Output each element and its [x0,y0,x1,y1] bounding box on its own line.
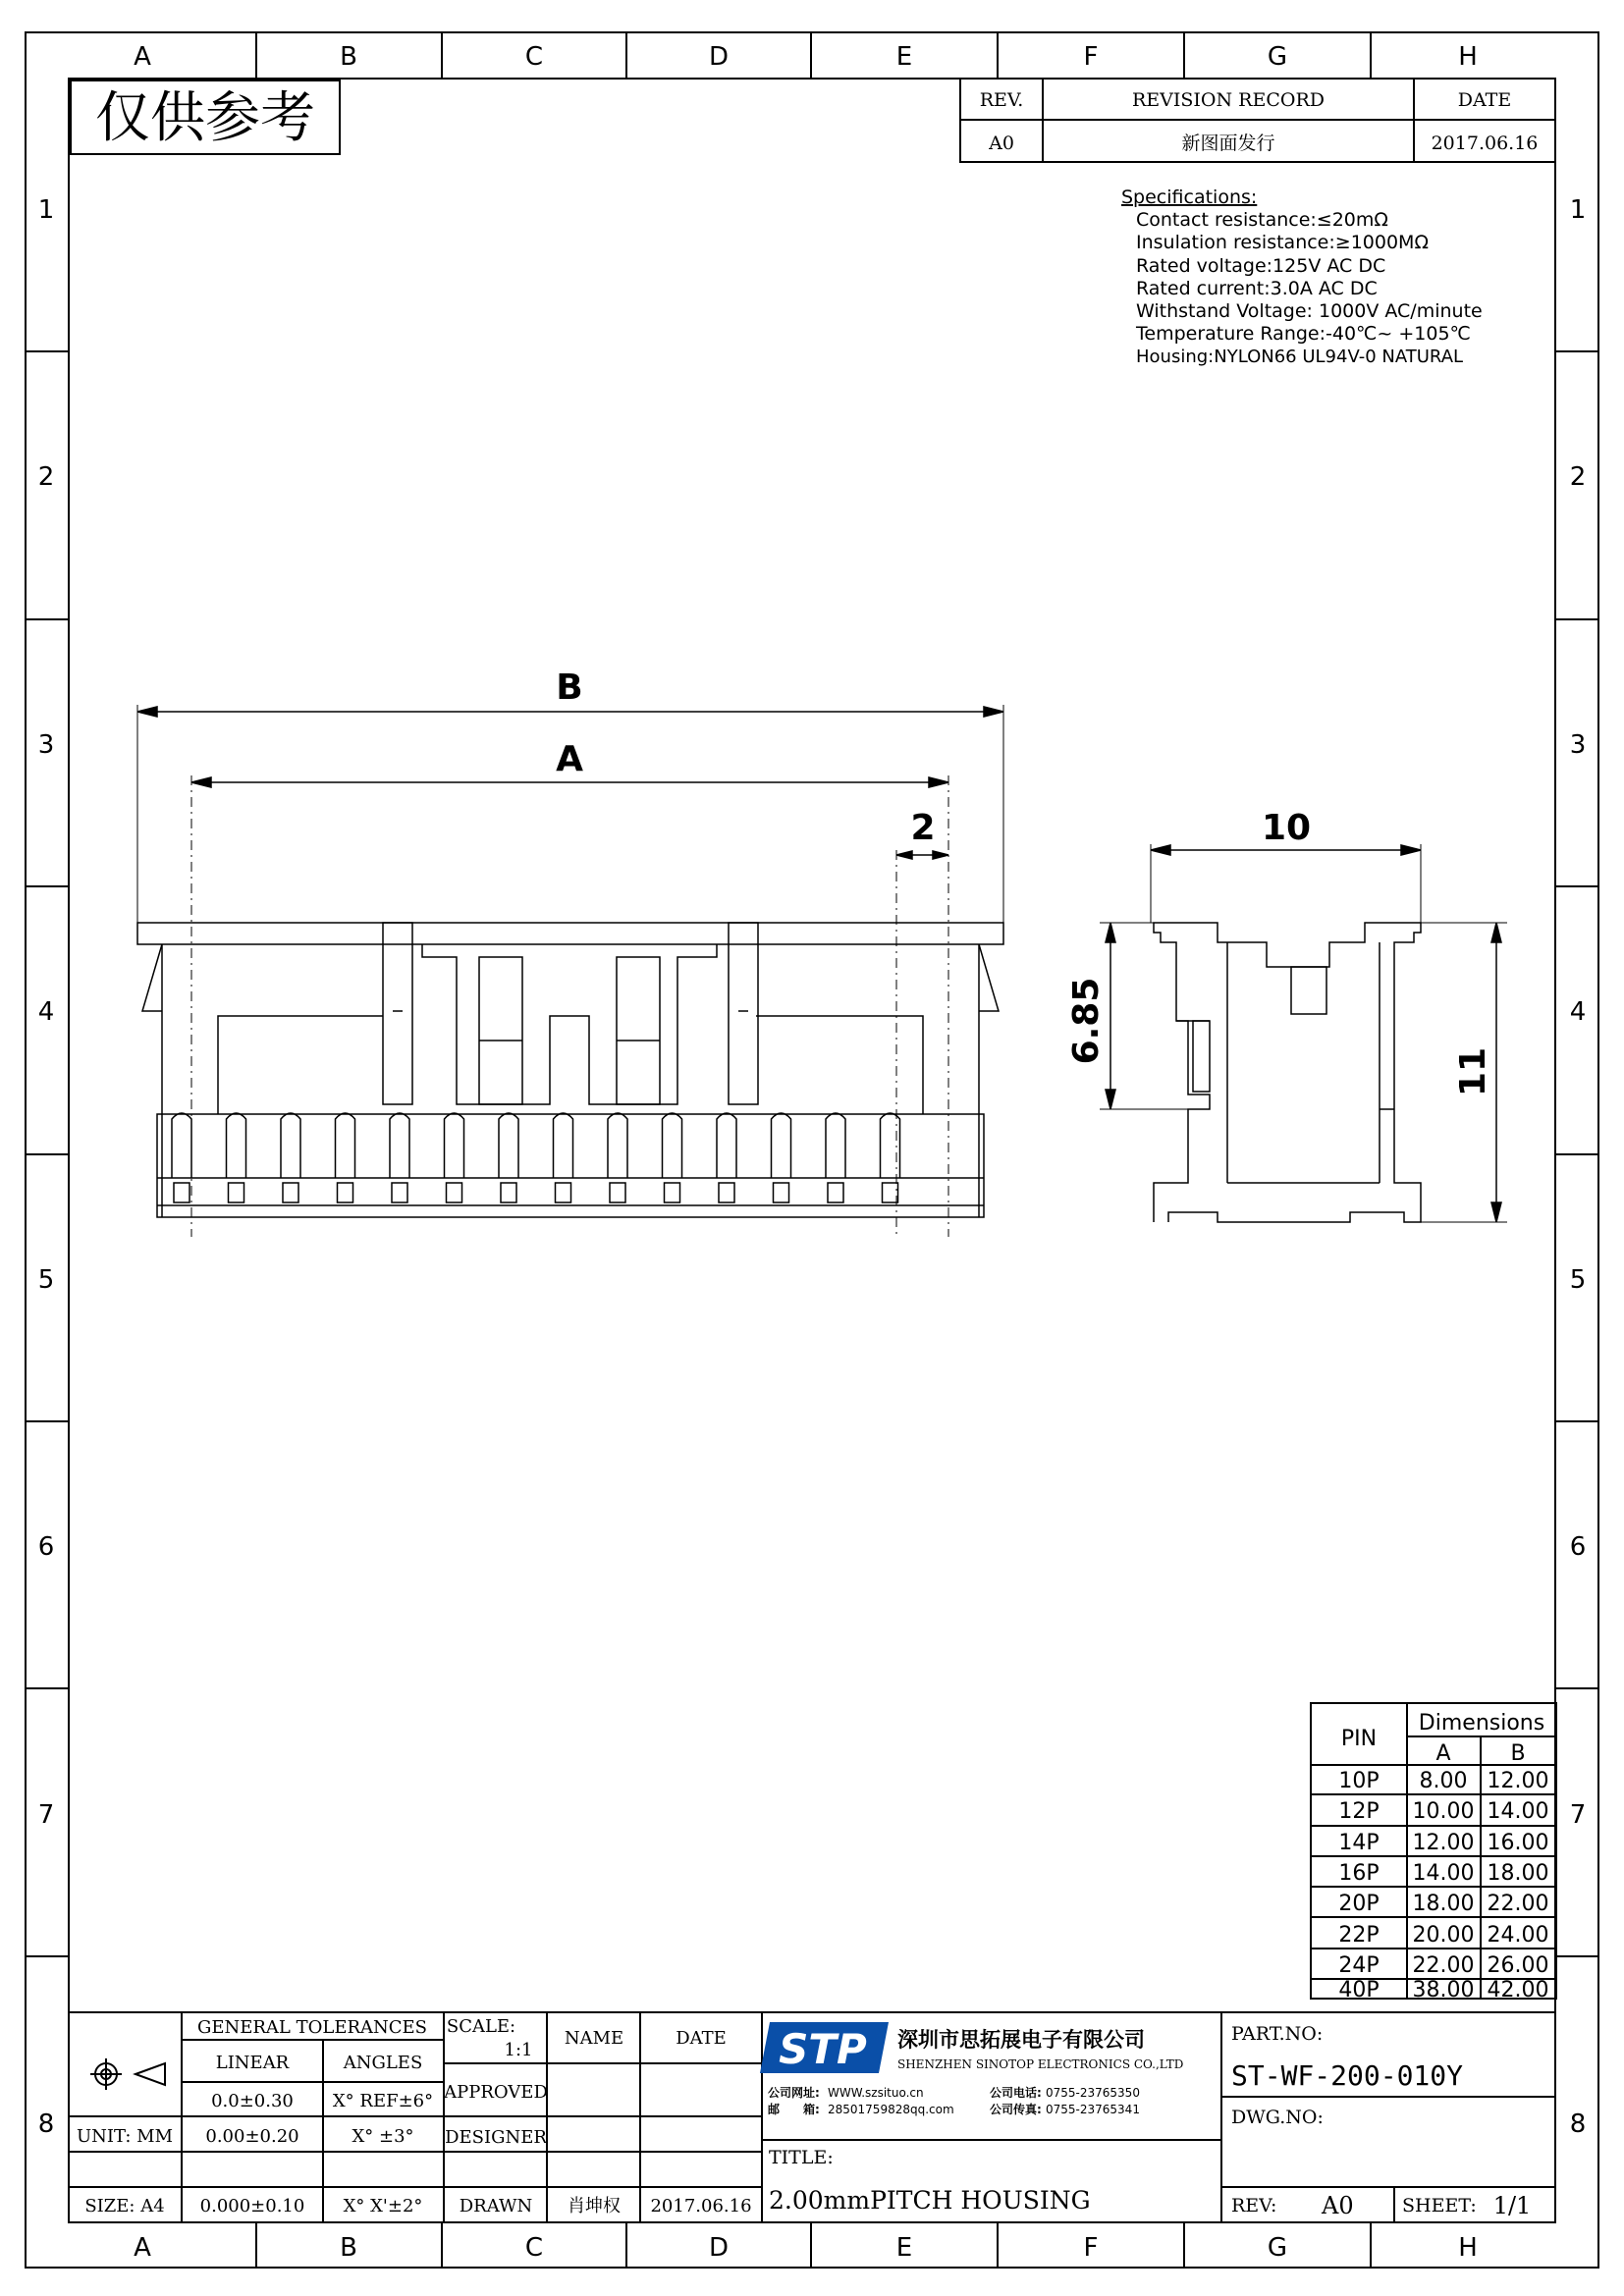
row-a: 20.00 [1412,1923,1475,1948]
row-dividers [26,351,1598,1956]
row-b: 14.00 [1487,1799,1549,1824]
date-label: DATE [676,2028,727,2049]
row-b: 18.00 [1487,1861,1549,1886]
pin-slot [826,1113,845,1178]
row-label-left: 5 [37,1265,55,1295]
row-a: 22.00 [1412,1953,1475,1978]
row-pin: 16P [1338,1861,1380,1886]
rev-label: REV: [1231,2195,1277,2216]
row-a: 12.00 [1412,1831,1475,1855]
linear-1: 0.0±0.30 [211,2091,294,2111]
row-b: 24.00 [1487,1923,1549,1948]
website-label: 公司网址: [768,2086,820,2100]
col-label-top: B [340,42,357,72]
dim-width-label: 10 [1261,808,1312,848]
front-view-dimensions [556,667,935,848]
rev-value: A0 [1322,2192,1354,2219]
row-b: 22.00 [1487,1892,1549,1916]
side-view-dimensions [1066,808,1493,1096]
col-label-top: D [708,42,730,72]
title-block [69,2012,1555,2222]
pin-foot [229,1183,244,1202]
drawn-name: 肖坤权 [568,2196,621,2216]
pin-slot [772,1113,791,1178]
dim-height-inner-label: 6.85 [1066,977,1107,1065]
pin-foot [556,1183,571,1202]
b-header: B [1510,1741,1526,1766]
dim-a-label: A [556,739,583,779]
angle-2: X° ±3° [352,2126,414,2147]
column-dividers [256,32,1371,2268]
pin-slot [499,1113,518,1178]
logo-text: STP [779,2025,867,2073]
projection-symbol-icon [90,2058,165,2090]
dim-height-total-label: 11 [1453,1046,1493,1097]
date-value: 2017.06.16 [1431,133,1539,154]
pin-foot [883,1183,898,1202]
phone: 0755-23765350 [1046,2086,1140,2100]
pin-foot [501,1183,516,1202]
inner-frame [69,79,1555,2222]
sheet-value: 1/1 [1492,2192,1532,2219]
pin-slot [390,1113,409,1178]
dimensions-table [1311,1703,1556,2002]
col-label-top: H [1458,42,1478,72]
row-label-right: 4 [1569,997,1587,1027]
linear-2: 0.00±0.20 [205,2126,299,2147]
row-pin: 22P [1338,1923,1380,1948]
row-a: 38.00 [1412,1978,1475,2002]
col-label-bottom: H [1458,2233,1478,2263]
angles-label: ANGLES [343,2053,423,2073]
company-name-cn: 深圳市思拓展电子有限公司 [897,2028,1145,2052]
linear-label: LINEAR [215,2053,290,2073]
row-pin: 12P [1338,1799,1380,1824]
pin-slot [717,1113,736,1178]
title-label: TITLE: [769,2147,834,2168]
size-label: SIZE: A4 [84,2196,165,2216]
pin-foot [338,1183,353,1202]
pin-slot [336,1113,355,1178]
row-a: 14.00 [1412,1861,1475,1886]
row-label-right: 6 [1569,1532,1587,1562]
email-label: 邮 箱: [768,2103,820,2116]
a-header: A [1435,1741,1451,1766]
dimensions-title: Dimensions [1418,1711,1545,1735]
spec-line: Housing:NYLON66 UL94V-0 NATURAL [1136,347,1464,367]
pin-slot [281,1113,300,1178]
col-label-bottom: A [134,2233,151,2263]
col-label-top: E [895,42,913,72]
col-label-bottom: F [1083,2233,1099,2263]
scale-label: SCALE: [446,2016,516,2037]
row-label-left: 1 [37,195,55,225]
row-a: 10.00 [1412,1799,1475,1824]
stamp-text: 仅供参考 [95,86,315,150]
phone-label: 公司电话: [990,2086,1042,2100]
col-label-bottom: B [340,2233,357,2263]
col-label-bottom: E [895,2233,913,2263]
row-pin: 14P [1338,1831,1380,1855]
row-label-left: 2 [37,462,55,492]
general-tolerances: GENERAL TOLERANCES [196,2017,428,2038]
drawn-date: 2017.06.16 [650,2196,752,2216]
pin-foot [828,1183,843,1202]
scale-value: 1:1 [504,2040,533,2060]
pin-slot [445,1113,464,1178]
row-b: 26.00 [1487,1953,1549,1978]
front-view [137,705,1003,1237]
name-label: NAME [564,2028,624,2049]
col-label-bottom: G [1267,2233,1288,2263]
spec-line: Withstand Voltage: 1000V AC/minute [1136,300,1483,322]
dim-pitch-label: 2 [910,808,936,848]
row-label-right: 7 [1569,1800,1587,1830]
angle-1: X° REF±6° [332,2091,434,2111]
part-no-label: PART.NO: [1231,2023,1324,2045]
pin-foot [665,1183,680,1202]
row-b: 16.00 [1487,1831,1549,1855]
row-label-left: 4 [37,997,55,1027]
designer-label: DESIGNER [445,2127,547,2148]
drawn-label: DRAWN [459,2196,533,2216]
pin-foot [719,1183,734,1202]
spec-line: Rated current:3.0A AC DC [1136,278,1378,299]
side-view [1100,844,1507,1222]
rev-value: A0 [989,133,1014,154]
pin-slot [227,1113,246,1178]
record-value: 新图面发行 [1181,133,1275,154]
website: WWW.szsituo.cn [828,2086,924,2100]
fax-label: 公司传真: [990,2103,1042,2116]
col-label-top: G [1267,42,1288,72]
row-pin: 10P [1338,1769,1380,1793]
row-pin: 20P [1338,1892,1380,1916]
spec-line: Insulation resistance:≥1000MΩ [1136,232,1429,253]
pin-foot [174,1183,189,1202]
row-label-right: 5 [1569,1265,1587,1295]
row-label-left: 8 [37,2109,55,2139]
unit-label: UNIT: MM [76,2126,174,2147]
col-label-bottom: D [708,2233,730,2263]
row-b: 42.00 [1487,1978,1549,2002]
pin-header: PIN [1340,1727,1378,1751]
approved-label: APPROVED [444,2082,548,2103]
angle-3: X° X'±2° [343,2196,423,2216]
row-pin: 40P [1338,1978,1380,2002]
pin-foot [392,1183,407,1202]
record-header: REVISION RECORD [1132,89,1325,111]
col-label-top: A [134,42,151,72]
sheet-label: SHEET: [1402,2195,1477,2216]
row-a: 18.00 [1412,1892,1475,1916]
reference-only-stamp [71,80,340,154]
pin-slot [663,1113,682,1178]
pin-slots [172,1113,900,1202]
row-label-left: 6 [37,1532,55,1562]
fax: 0755-23765341 [1046,2103,1140,2116]
specifications [1121,187,1483,367]
row-b: 12.00 [1487,1769,1549,1793]
pin-foot [447,1183,462,1202]
spec-title: Specifications: [1121,187,1258,208]
row-label-right: 1 [1569,195,1587,225]
company-name-en: SHENZHEN SINOTOP ELECTRONICS CO.,LTD [897,2057,1184,2071]
pin-foot [283,1183,298,1202]
spec-line: Temperature Range:-40℃~ +105℃ [1136,323,1471,345]
col-label-bottom: C [524,2233,544,2263]
col-label-top: C [524,42,544,72]
linear-3: 0.000±0.10 [199,2196,305,2216]
company-logo [760,2022,889,2073]
date-header: DATE [1457,89,1512,111]
pin-slot [608,1113,627,1178]
row-label-right: 2 [1569,462,1587,492]
revision-record-table [960,79,1555,162]
row-label-right: 3 [1569,730,1587,760]
dim-b-label: B [556,667,583,708]
email: 28501759828qq.com [828,2103,954,2116]
row-pin: 24P [1338,1953,1380,1978]
row-a: 8.00 [1419,1769,1468,1793]
dwg-no-label: DWG.NO: [1231,2107,1324,2128]
spec-line: Contact resistance:≤20mΩ [1136,209,1388,231]
spec-line: Rated voltage:125V AC DC [1136,255,1386,277]
pin-slot [172,1113,191,1178]
pin-foot [774,1183,789,1202]
title-value: 2.00mmPITCH HOUSING [769,2186,1091,2215]
row-label-left: 3 [37,730,55,760]
pin-foot [610,1183,625,1202]
col-label-top: F [1083,42,1099,72]
row-label-left: 7 [37,1800,55,1830]
part-no: ST-WF-200-010Y [1231,2059,1464,2092]
pin-slot [554,1113,573,1178]
rev-header: REV. [979,89,1024,111]
row-label-right: 8 [1569,2109,1587,2139]
